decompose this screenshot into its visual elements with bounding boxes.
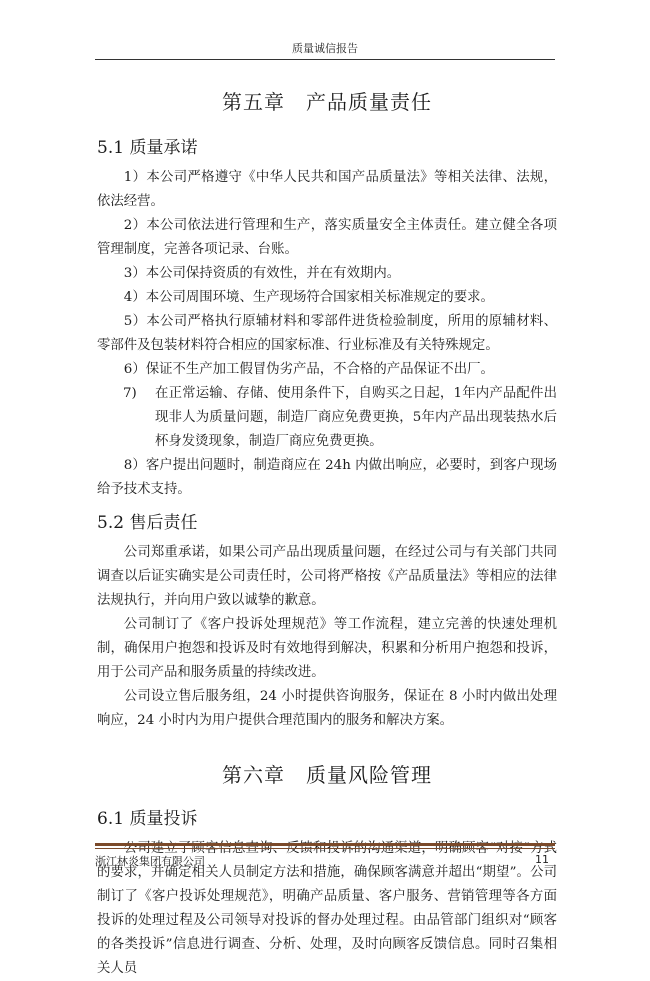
commitment-item-4: 4）本公司周围环境、生产现场符合国家相关标准规定的要求。 bbox=[123, 290, 494, 305]
commitment-item-1: 1）本公司严格遵守《中华人民共和国产品质量法》等相关法律、法规，依法经营。 bbox=[97, 170, 557, 209]
commitment-item-3: 3）本公司保持资质的有效性，并在有效期内。 bbox=[123, 266, 401, 281]
after-sales-para-3: 公司设立售后服务组，24 小时提供咨询服务，保证在 8 小时内做出处理响应，24 小时内为用户提供合理范围内的服务和解决方案。 bbox=[97, 689, 557, 728]
commitment-item-8: 8）客户提出问题时，制造商应在 24h 内做出响应，必要时，到客户现场给予技术支持。 bbox=[97, 458, 557, 497]
chapter-6-title: 第六章 质量风险管理 bbox=[222, 763, 432, 787]
commitment-item-5: 5）本公司严格执行原辅材料和零部件进货检验制度，所用的原辅材料、零部件及包装材料符合相应的国家标准、行业标准及有关特殊规定。 bbox=[97, 314, 557, 353]
section-5-2-heading: 5.2 售后责任 bbox=[97, 513, 198, 533]
section-6-1-heading: 6.1 质量投诉 bbox=[97, 809, 198, 829]
after-sales-para-2: 公司制订了《客户投诉处理规范》等工作流程，建立完善的快速处理机制，确保用户抱怨和投诉及时有效地得到解决，积累和分析用户抱怨和投诉，用于公司产品和服务质量的持续改进。 bbox=[97, 617, 557, 680]
section-5-1-heading: 5.1 质量承诺 bbox=[97, 138, 198, 158]
commitment-item-2: 2）本公司依法进行管理和生产，落实质量安全主体责任。建立健全各项管理制度，完善各项记录、台账。 bbox=[97, 218, 557, 257]
chapter-5-title: 第五章 产品质量责任 bbox=[222, 90, 432, 114]
item-7-text: 在正常运输、存储、使用条件下，自购买之日起，1年内产品配件出现非人为质量问题，制造厂商应免费更换，5年内产品出现装热水后杯身发烫现象，制造厂商应免费更换。 bbox=[155, 386, 557, 449]
item-7-number: 7) bbox=[123, 386, 137, 401]
footer-divider-thin bbox=[95, 848, 555, 849]
commitment-item-6: 6）保证不生产加工假冒伪劣产品，不合格的产品保证不出厂。 bbox=[123, 362, 494, 377]
footer-company: 浙江林炎集团有限公司 bbox=[95, 855, 205, 868]
complaint-para: 公司建立了顾客信息查询、反馈和投诉的沟通渠道，明确顾客“对接”方式的要求，并确定相关人员制定方法和措施，确保顾客满意并超出“期望”。公司制订了《客户投诉处理规范》，明确产品质量、客户服务、营销管理等各方面投诉的处理过程及公司领导对投诉的督办处理过程。由品管部门组织对“顾客的各类投诉”信息进行调查、分析、处理，及时向顾客反馈信息。同时召集相关人员 bbox=[97, 841, 557, 976]
footer-divider-thick bbox=[95, 843, 555, 846]
after-sales-para-1: 公司郑重承诺，如果公司产品出现质量问题，在经过公司与有关部门共同调查以后证实确实是公司责任时，公司将严格按《产品质量法》等相应的法律法规执行，并向用户致以诚挚的歉意。 bbox=[97, 545, 557, 608]
page-number: 11 bbox=[535, 853, 549, 866]
commitment-item-7 bbox=[97, 382, 557, 454]
page-header: 质量诚信报告 bbox=[292, 42, 358, 55]
header-divider bbox=[95, 59, 555, 60]
